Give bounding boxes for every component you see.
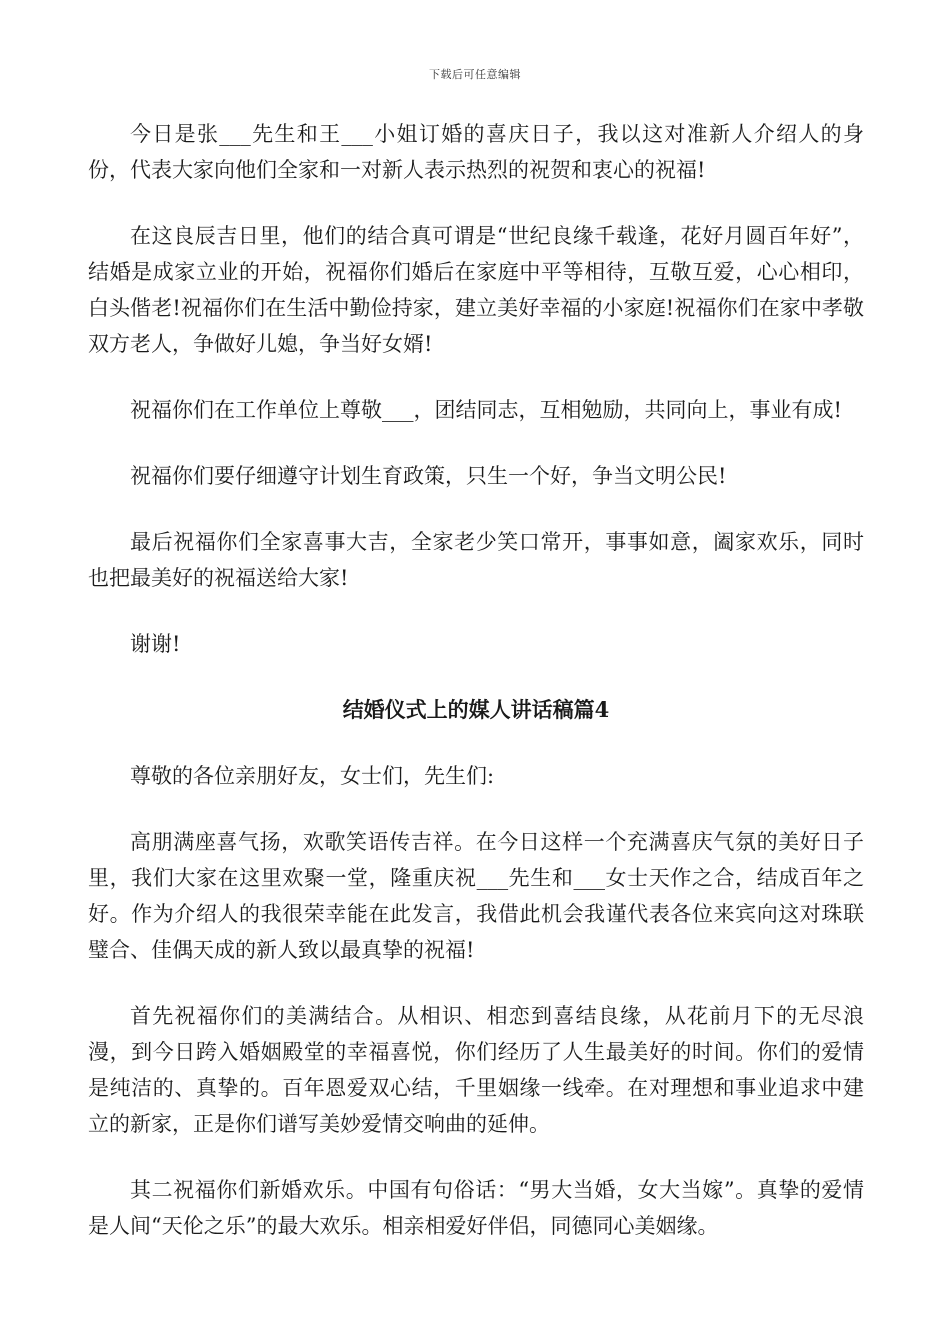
- paragraph: 首先祝福你们的美满结合。从相识、相恋到喜结良缘，从花前月下的无尽浪漫，到今日跨入婚姻殿堂的幸福喜悦，你们经历了人生最美好的时间。你们的爱情是纯洁的、真挚的。百年恩爱双心结，千里姻缘一线牵。在对理想和事业追求中建立的新家，正是你们谱写美妙爱情交响曲的延伸。: [88, 1004, 864, 1136]
- paragraph: 今日是张___先生和王___小姐订婚的喜庆日子，我以这对准新人介绍人的身份，代表大家向他们全家和一对新人表示热烈的祝贺和衷心的祝福!: [88, 122, 864, 182]
- paragraph-salutation: 尊敬的各位亲朋好友，女士们，先生们:: [130, 764, 495, 788]
- paragraph-closing: 谢谢!: [130, 632, 181, 656]
- document-body: [88, 116, 864, 1274]
- section-heading: 结婚仪式上的媒人讲话稿篇4: [342, 697, 610, 722]
- page-header-note: 下载后可任意编辑: [429, 68, 521, 81]
- paragraph: 最后祝福你们全家喜事大吉，全家老少笑口常开，事事如意，阖家欢乐，同时也把最美好的祝福送给大家!: [88, 530, 864, 590]
- paragraph: 其二祝福你们新婚欢乐。中国有句俗话：“男大当婚，女大当嫁”。真挚的爱情是人间“天伦之乐”的最大欢乐。相亲相爱好伴侣，同德同心美姻缘。: [88, 1178, 864, 1238]
- paragraph: 祝福你们要仔细遵守计划生育政策，只生一个好，争当文明公民!: [130, 464, 727, 488]
- paragraph: 高朋满座喜气扬，欢歌笑语传吉祥。在今日这样一个充满喜庆气氛的美好日子里，我们大家在这里欢聚一堂，隆重庆祝___先生和___女士天作之合，结成百年之好。作为介绍人的我很荣幸能在此发言，我借此机会我谨代表各位来宾向这对珠联璧合、佳偶天成的新人致以最真挚的祝福!: [88, 830, 864, 962]
- paragraph: 祝福你们在工作单位上尊敬___，团结同志，互相勉励，共同向上，事业有成!: [130, 398, 842, 422]
- paragraph: 在这良辰吉日里，他们的结合真可谓是“世纪良缘千载逢，花好月圆百年好”，结婚是成家立业的开始，祝福你们婚后在家庭中平等相待，互敬互爱，心心相印，白头偕老!祝福你们在生活中勤俭持家，建立美好幸福的小家庭!祝福你们在家中孝敬双方老人，争做好儿媳，争当好女婿!: [88, 224, 864, 356]
